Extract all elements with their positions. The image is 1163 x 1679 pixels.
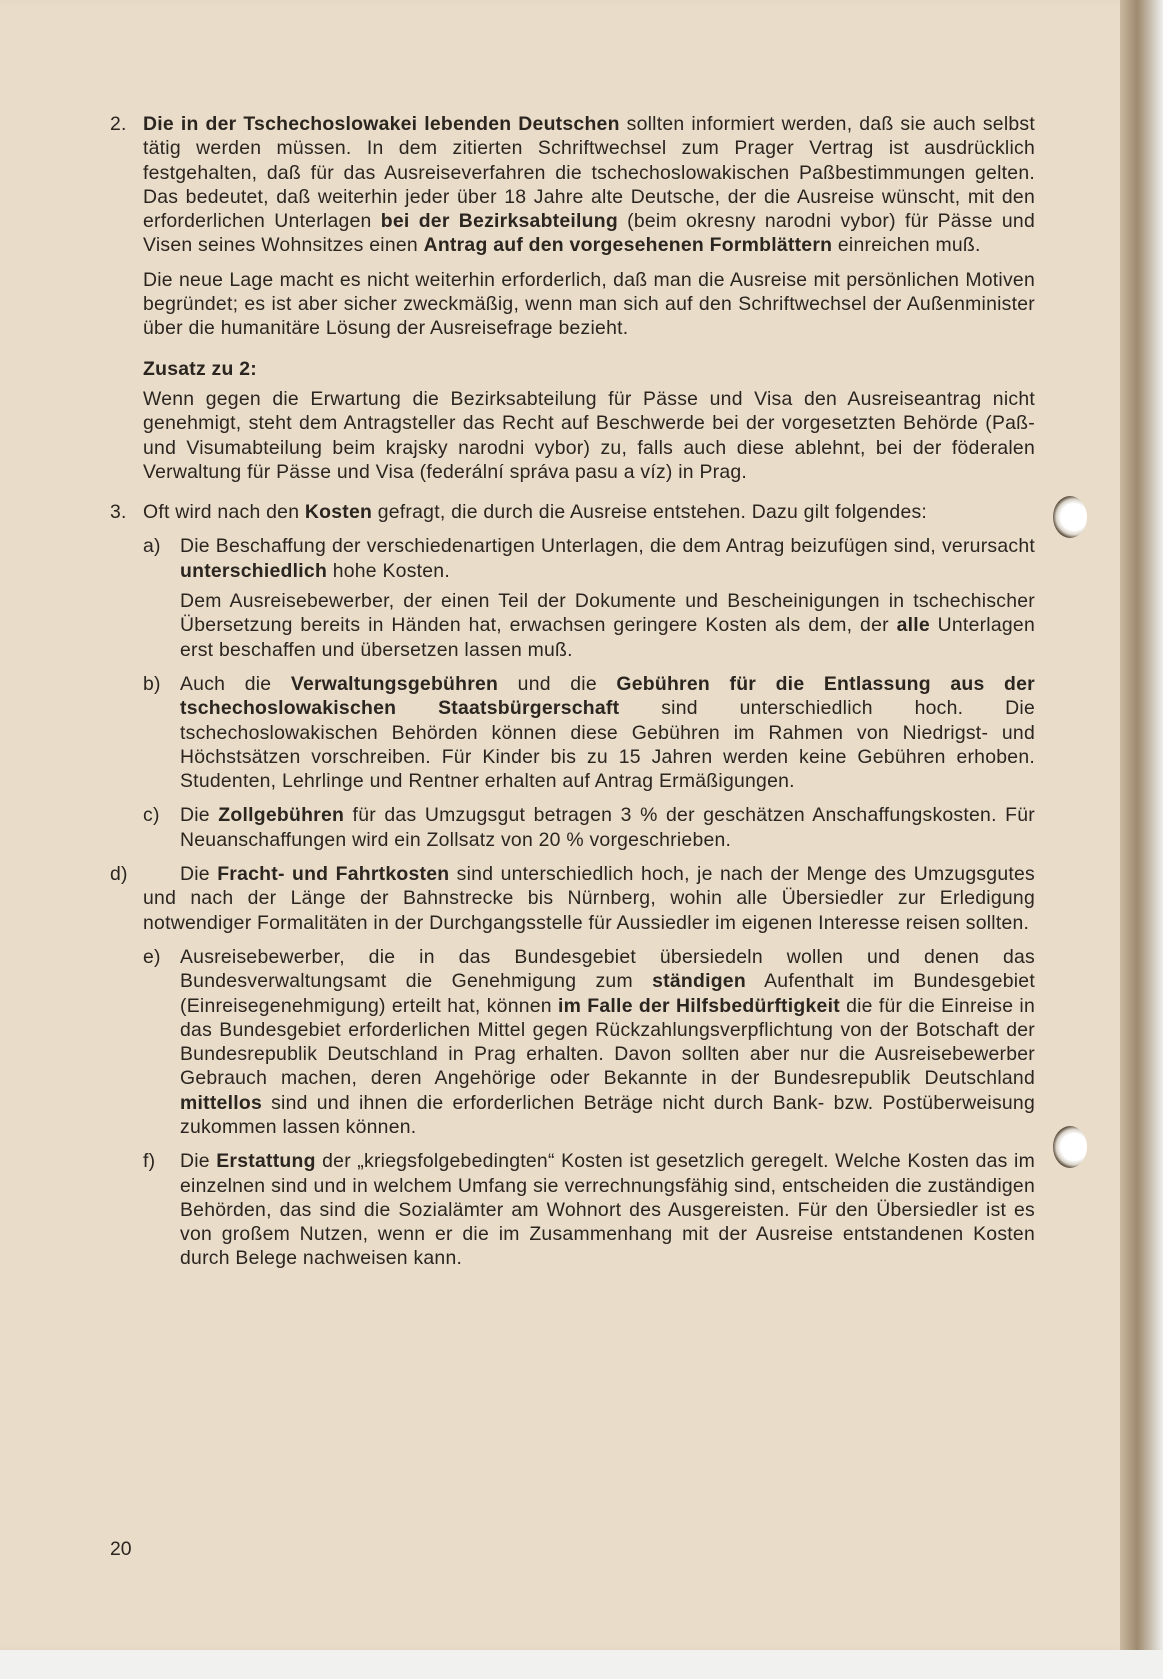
item-3 xyxy=(110,500,1035,524)
text-run: (beim okresny narodni vybor) für Pässe und Visen seines Wohnsitzes einen xyxy=(143,210,1035,257)
heading-text: Zusatz zu 2: xyxy=(143,357,257,380)
subitem-c xyxy=(110,803,1035,852)
text-run: Die Beschaffung der verschiedenartigen Unterlagen, die dem Antrag beizufügen sind, verursacht xyxy=(180,535,1035,558)
subitem-label: b) xyxy=(143,672,161,695)
bold-text: Die in der Tschechoslowakei lebenden Deutschen xyxy=(143,113,620,135)
text-run: für das Umzugsgut betragen 3 % der geschätzen Anschaffungskosten. Für Neuanschaffungen wird ein Zollsatz von 20 % vorgeschrieben. xyxy=(180,804,1036,851)
text-run: sind unterschiedlich hoch, je nach der Menge des Umzugsgutes und nach der Länge der Bahnstrecke bis Nürnberg, wohin alle Übersiedler zur Erledigung notwendiger Formalitäten in der Durchgangsstelle für Aussiedler im eigenen Interesse reisen sollten. xyxy=(143,863,1035,934)
subitem-f-text xyxy=(180,1149,1035,1270)
item-number: 3. xyxy=(110,501,127,524)
bold-text: Fracht- und Fahrtkosten xyxy=(217,863,450,886)
text-run: sind unterschiedlich hoch. Die tschechoslowakischen Behörden können diese Gebühren im Rahmen von Niedrigst- und Höchstsätzen vorschreiben. Für Kinder bis zu 15 Jahren werden keine Gebühren erhoben. Studenten, Lehrlinge und Rentner erhalten auf Antrag Ermäßigungen. xyxy=(180,697,1035,793)
text-run: Die xyxy=(180,863,218,886)
zusatz-paragraph: Wenn gegen die Erwartung die Bezirksabteilung für Pässe und Visa den Ausreiseantrag nicht genehmigt, steht dem Antragsteller das Recht auf Beschwerde bei der vorgesetzten Behörde (Paß- und Visumabteilung beim krajsky narodni vybor) zu, falls auch diese ablehnt, bei der föderalen Verwaltung für Pässe und Visa (federální správa pasu a víz) in Prag. xyxy=(143,387,1035,483)
subitem-e xyxy=(110,945,1035,1139)
item-2 xyxy=(110,112,1035,484)
text-run: Unterlagen erst beschaffen und übersetzen lassen muß. xyxy=(180,614,1035,661)
subitem-a xyxy=(110,534,1035,661)
subitem-d xyxy=(110,862,1035,935)
text-run: Auch die xyxy=(180,672,291,695)
punch-hole xyxy=(1053,496,1087,538)
text-run: die für die Einreise in das Bundesgebiet erforderlichen Mittel gegen Rückzahlungsverpflichtung von der Botschaft der Bundesrepublik Deutschland in Prag erhalten. Davon sollten aber nur die Ausreisebewerber Gebrauch machen, deren Angehörige oder Bekannte in der Bundesrepublik Deutschland xyxy=(180,994,1035,1090)
bold-text: mittellos xyxy=(180,1091,262,1114)
bold-text: Gebühren für die Entlassung aus der tschechoslowakischen Staatsbürgerschaft xyxy=(180,672,1035,720)
item-3-intro xyxy=(143,500,1035,524)
subitem-b-text xyxy=(180,672,1035,793)
punch-hole xyxy=(1053,1126,1087,1168)
text-run: Die xyxy=(180,1150,217,1173)
bold-text: alle xyxy=(896,614,930,637)
text-run: gefragt, die durch die Ausreise entstehen. Dazu gilt folgendes: xyxy=(372,501,928,524)
text-run: Aufenthalt im Bundesgebiet (Einreisegenehmigung) erteilt hat, können xyxy=(180,970,1035,1017)
subitem-a-text-2 xyxy=(180,589,1035,662)
text-run: hohe Kosten. xyxy=(327,559,450,582)
bold-text: Kosten xyxy=(304,501,373,524)
text-run: einreichen muß. xyxy=(832,234,981,257)
subitem-label: d) xyxy=(110,863,128,886)
binding-edge xyxy=(1120,0,1163,1679)
bold-text: Erstattung xyxy=(216,1150,316,1173)
bold-text: ständigen xyxy=(652,970,746,993)
page-number: 20 xyxy=(110,1538,132,1560)
item-2-paragraph-2: Die neue Lage macht es nicht weiterhin erforderlich, daß man die Ausreise mit persönlichen Motiven begründet; es ist aber sicher zweckmäßig, wenn man sich auf den Schriftwechsel der Außenminister über die humanitäre Lösung der Ausreisefrage bezieht. xyxy=(143,268,1035,340)
text-run: der „kriegsfolgebedingten“ Kosten ist gesetzlich geregelt. Welche Kosten das im einzelnen sind und in welchem Umfang sie verrechnungsfähig sind, entscheiden die zuständigen Behörden, das sind die Sozialämter am Wohnort des Ausgereisten. Für den Übersiedler ist es von großem Nutzen, wenn er die im Zusammenhang mit der Ausreise entstandenen Kosten durch Belege nachweisen kann. xyxy=(180,1150,1035,1270)
page-body xyxy=(110,112,1035,1271)
item-2-paragraph xyxy=(143,112,1035,258)
text-run: Die xyxy=(180,804,219,827)
bold-text: bei der Bezirksabteilung xyxy=(380,210,618,233)
bold-text: Antrag auf den vorgesehenen Formblättern xyxy=(423,234,833,257)
item-number: 2. xyxy=(110,113,127,135)
subitem-e-text xyxy=(180,945,1035,1139)
zusatz-heading xyxy=(143,357,1035,381)
text-run: Ausreisebewerber, die in das Bundesgebiet übersiedeln wollen und denen das Bundesverwaltungsamt die Genehmigung zum xyxy=(180,945,1035,993)
bold-text: Verwaltungsgebühren xyxy=(290,672,499,695)
text-run: sollten informiert werden, daß sie auch selbst tätig werden müssen. In dem zitierten Schriftwechsel zum Prager Vertrag ist ausdrücklich festgehalten, daß für das Ausreiseverfahren die tschechoslowakischen Paßbestimmungen gelten. Das bedeutet, daß weiterhin jeder über 18 Jahre alte Deutsche, der die Ausreise wünscht, mit den erforderlichen Unterlagen xyxy=(143,113,1035,233)
subitem-label: c) xyxy=(143,804,160,827)
text-run: und die xyxy=(498,672,617,695)
subitem-d-text xyxy=(143,862,1035,935)
bold-text: Zollgebühren xyxy=(218,804,345,827)
scan-margin xyxy=(0,1650,1163,1679)
subitem-a-text xyxy=(180,534,1035,583)
subitem-b xyxy=(110,672,1035,793)
subitem-label: a) xyxy=(143,535,161,558)
text-run: sind und ihnen die erforderlichen Beträge nicht durch Bank- bzw. Postüberweisung zukommen lassen können. xyxy=(180,1091,1035,1138)
text-run: Oft wird nach den xyxy=(143,501,305,524)
subitem-f xyxy=(110,1149,1035,1270)
bold-text: unterschiedlich xyxy=(180,559,328,582)
text-run: Dem Ausreisebewerber, der einen Teil der Dokumente und Bescheinigungen in tschechischer Übersetzung bereits in Händen hat, erwachsen geringere Kosten als dem, der xyxy=(180,590,1035,637)
bold-text: im Falle der Hilfsbedürftigkeit xyxy=(558,994,840,1017)
subitem-c-text xyxy=(180,803,1035,852)
subitem-label: e) xyxy=(143,945,161,968)
subitem-label: f) xyxy=(143,1150,156,1173)
